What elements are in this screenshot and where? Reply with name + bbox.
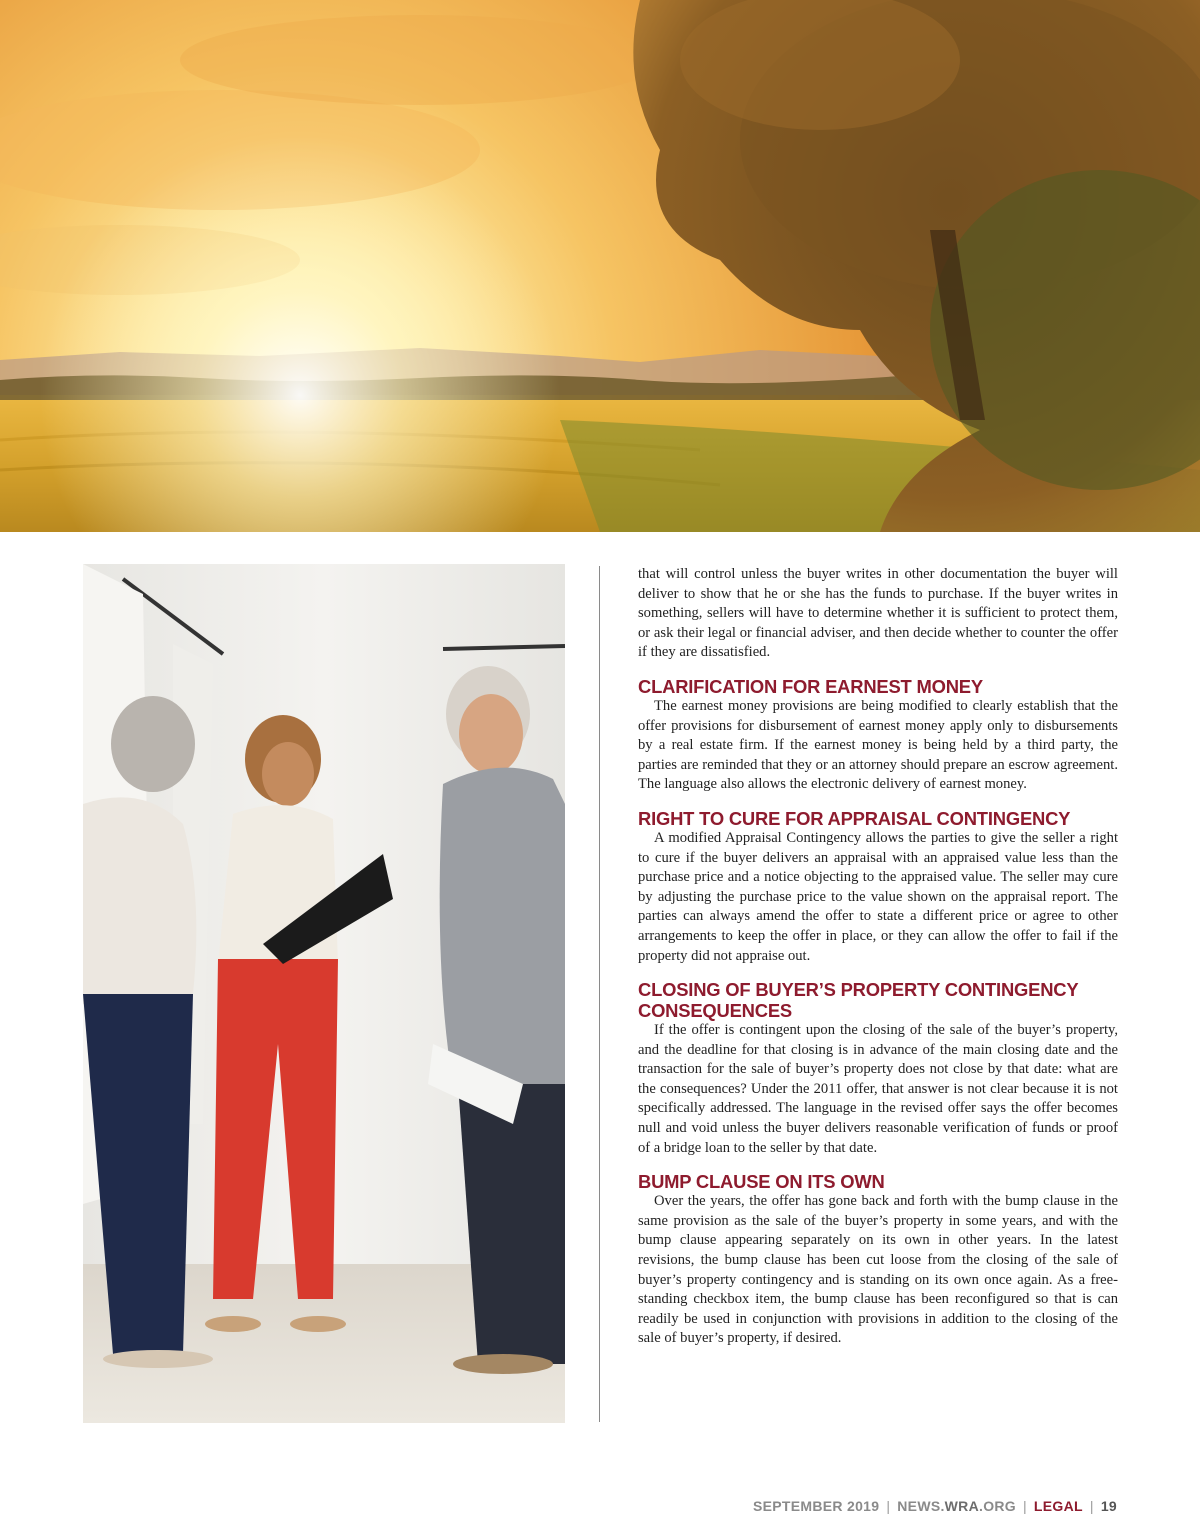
heading-buyers-property-contingency: CLOSING OF BUYER’S PROPERTY CONTINGENCY CONSEQUENCES — [638, 979, 1079, 1022]
column-divider — [599, 566, 600, 1422]
page-number: 19 — [1100, 1498, 1117, 1514]
footer-date: SEPTEMBER 2019 — [752, 1498, 880, 1514]
hero-illustration — [0, 0, 1200, 532]
paragraph-appraisal-contingency: A modified Appraisal Contingency allows the parties to give the seller a right to cure if the buyer delivers an appraisal with an appraised value less than the purchase price and a notice objecting to the appraised value. The seller may cure by adjusting the purchase price to the value shown on the appraisal report. The parties can always amend the offer to state a different price or agree to other arrangements to keep the offer in place, or they can allow the offer to fail if the property did not appraise out. — [638, 829, 1118, 964]
article-body — [638, 565, 1118, 1349]
footer-section: LEGAL — [1033, 1498, 1083, 1514]
footer-separator: | — [886, 1498, 891, 1514]
people-illustration — [83, 564, 565, 1423]
footer-separator: | — [1089, 1498, 1094, 1514]
footer-site: NEWS.WRA.ORG — [897, 1498, 1016, 1514]
paragraph-buyers-property-contingency: If the offer is contingent upon the closing of the sale of the buyer’s property, and the deadline for that closing is in advance of the main closing date and the transaction for the sale of buyer’s property does not close by that date: what are the consequences? Under the 2011 offer, that answer is not clear because it is not specifically addressed. The language in the revised offer says the offer becomes null and void unless the buyer delivers reasonable verification of funds or proof of a bridge loan to the seller by that date. — [638, 1022, 1118, 1156]
heading-bump-clause: BUMP CLAUSE ON ITS OWN — [638, 1171, 885, 1193]
paragraph-earnest-money: The earnest money provisions are being modified to clearly establish that the offer provisions for disbursement of earnest money apply only to disbursements by a real estate firm. If the earnest money is being held by a third party, the parties are reminded that they or an attorney should prepare an escrow agreement. The language also allows the electronic delivery of earnest money. — [638, 697, 1118, 793]
lead-paragraph: that will control unless the buyer writes in other documentation the buyer will deliver to show that he or she has the funds to purchase. If the buyer writes in something, sellers will have to determine whether it is sufficient to protect them, or ask their legal or financial adviser, and then decide whether to counter the offer if they are dissatisfied. — [638, 566, 1118, 661]
heading-earnest-money: CLARIFICATION FOR EARNEST MONEY — [638, 675, 983, 697]
photo-agent-with-clients — [83, 564, 565, 1423]
hero-photo-sunset-field — [0, 0, 1200, 532]
paragraph-bump-clause: Over the years, the offer has gone back and forth with the bump clause in the same provision as the sale of the buyer’s property in some years, and with the bump clause appearing separately on its own in other years. In the latest revisions, the bump clause has been cut loose from the closing of the sale of buyer’s property contingency and is standing on its own once again. As a free-standing checkbox item, the bump clause has been reconfigured so that is can readily be used in conjunction with provisions in addition to the closing of the sale of buyer’s property, if desired. — [638, 1193, 1118, 1347]
page-footer — [753, 1498, 1117, 1514]
heading-appraisal-contingency: RIGHT TO CURE FOR APPRAISAL CONTINGENCY — [638, 807, 1071, 829]
footer-separator: | — [1022, 1498, 1027, 1514]
